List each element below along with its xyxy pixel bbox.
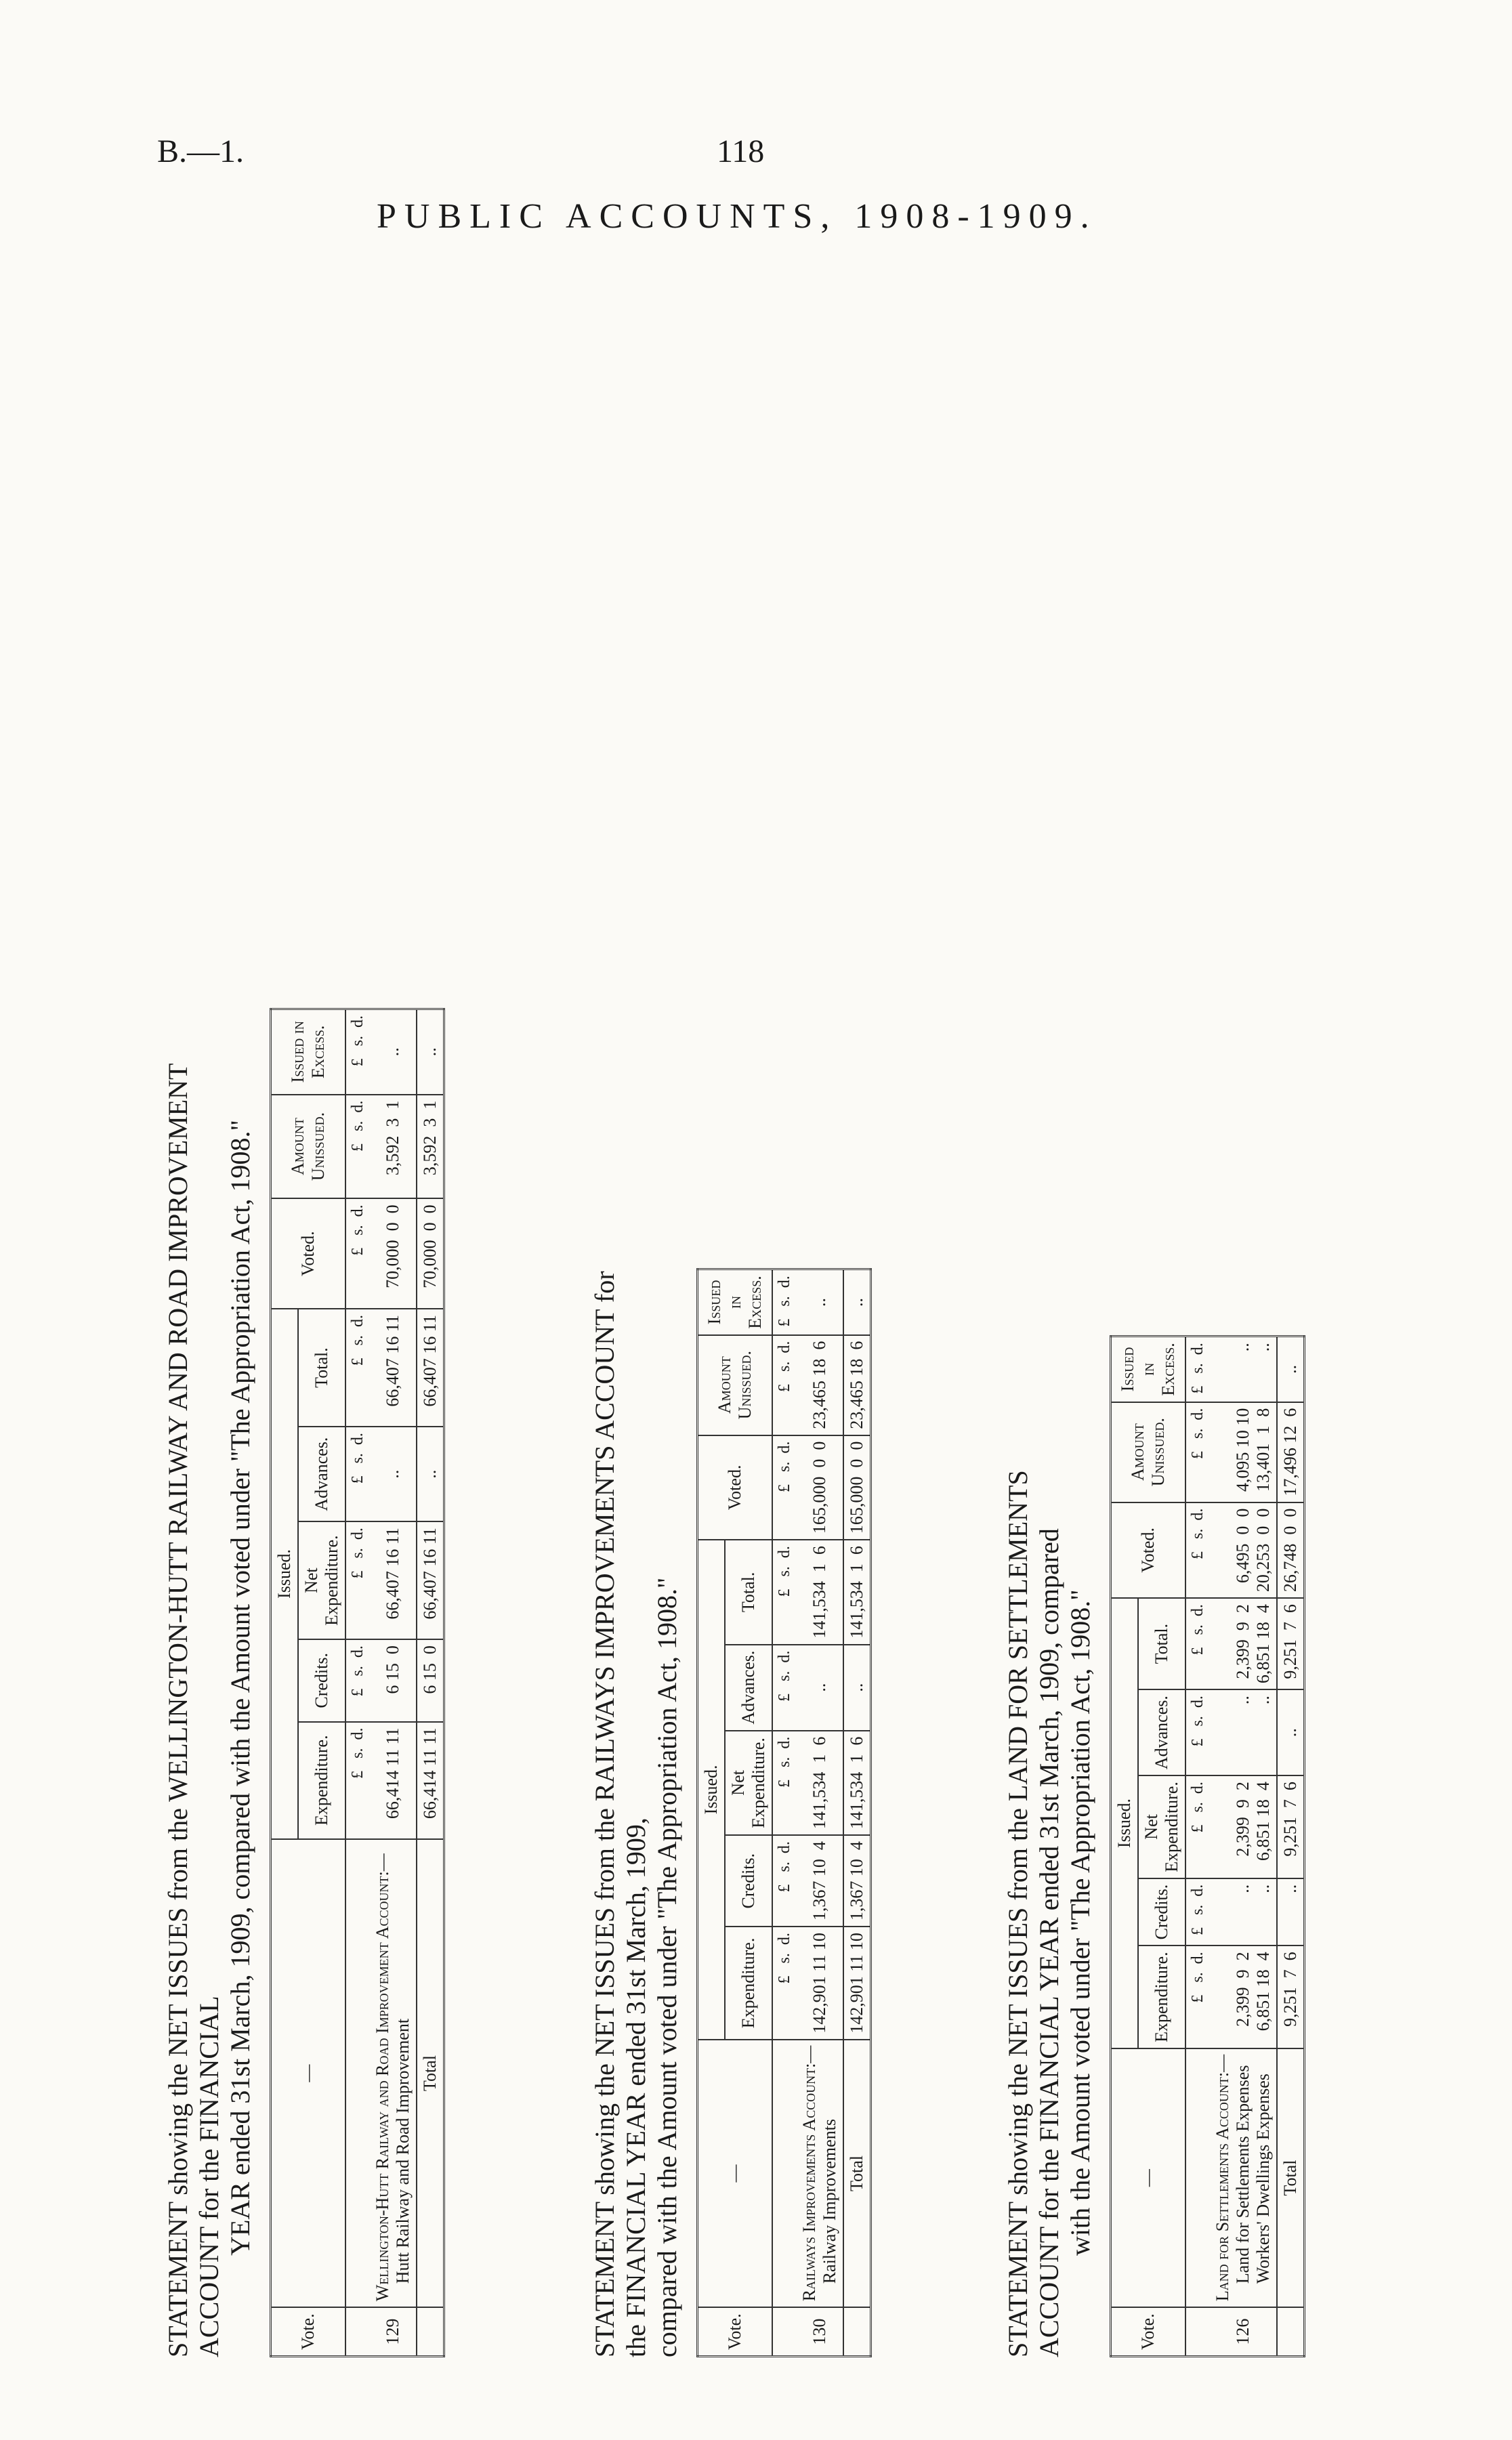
unissued-header: Amount Unissued. xyxy=(271,1095,346,1199)
value: .. xyxy=(1253,1884,1273,1893)
statement-wellington-hutt xyxy=(163,1008,445,2357)
value: .. xyxy=(1233,1884,1253,1893)
voted-cell: 165,000 0 0 xyxy=(797,1435,843,1540)
net-expenditure-cell: 66,407 16 11 xyxy=(370,1521,417,1639)
unit-label: £ s. d. xyxy=(1185,1878,1210,1946)
unissued-header: Amount Unissued. xyxy=(1111,1402,1186,1502)
total-cell xyxy=(1210,1598,1277,1689)
total-header: Total. xyxy=(725,1540,772,1645)
excess-cell: .. xyxy=(1277,1337,1305,1402)
dash-header: — xyxy=(271,1839,346,2307)
net-expenditure-header: Net Expenditure. xyxy=(298,1521,345,1639)
value: 20,253 0 0 xyxy=(1253,1508,1273,1593)
total-label: Total xyxy=(843,2040,871,2308)
credits-cell: 1,367 10 4 xyxy=(797,1835,843,1927)
total-header: Total. xyxy=(1138,1598,1185,1689)
net-expenditure-cell xyxy=(1210,1775,1277,1878)
unit-label: £ s. d. xyxy=(1185,1402,1210,1502)
total-row xyxy=(843,1269,871,2357)
caption-line: STATEMENT showing the NET ISSUES from the WELLINGTON-HUTT RAILWAY AND ROAD IMPROVEMENT ACCOUNT for the FINANCIAL xyxy=(163,1064,224,2357)
credits-cell: 6 15 0 xyxy=(370,1639,417,1721)
voted-cell xyxy=(1210,1502,1277,1599)
excess-cell: .. xyxy=(797,1269,843,1335)
unit-label: £ s. d. xyxy=(772,1927,797,2040)
advances-header: Advances. xyxy=(725,1645,772,1731)
page-number: 118 xyxy=(717,133,765,169)
expenditure-header: Expenditure. xyxy=(298,1722,345,1839)
item-name: Railway Improvements xyxy=(820,2118,839,2284)
value: .. xyxy=(1253,1343,1273,1352)
vote-header: Vote. xyxy=(271,2307,346,2356)
unit-label: £ s. d. xyxy=(345,1639,370,1721)
advances-cell xyxy=(1210,1689,1277,1775)
expenditure-cell xyxy=(1210,1945,1277,2048)
value: 4,095 10 10 xyxy=(1233,1408,1253,1492)
credits-header: Credits. xyxy=(1138,1878,1185,1946)
issued-header: Issued. xyxy=(271,1309,299,1839)
item-name: Workers' Dwellings Expenses xyxy=(1253,2074,1273,2284)
caption-line: STATEMENT showing the NET ISSUES from the LAND FOR SETTLEMENTS ACCOUNT for the FINANCIAL YEAR ended 31st March, 1909, compared xyxy=(1003,1470,1064,2357)
value: 6,851 18 4 xyxy=(1253,1604,1273,1684)
expenditure-header: Expenditure. xyxy=(1138,1945,1185,2048)
excess-header: Issued in Excess. xyxy=(271,1009,346,1095)
total-header: Total. xyxy=(298,1309,345,1427)
net-expenditure-cell: 66,407 16 11 xyxy=(417,1521,444,1639)
advances-cell: .. xyxy=(417,1427,444,1521)
net-expenditure-cell: 141,534 1 6 xyxy=(797,1731,843,1836)
expenditure-cell: 66,414 11 11 xyxy=(417,1722,444,1839)
unit-label: £ s. d. xyxy=(345,1309,370,1427)
value: .. xyxy=(1233,1343,1253,1352)
net-expenditure-header: Net Expenditure. xyxy=(725,1731,772,1836)
expenditure-cell: 9,251 7 6 xyxy=(1277,1945,1305,2048)
value: 6,495 0 0 xyxy=(1233,1508,1253,1584)
value: 2,399 9 2 xyxy=(1233,1782,1253,1857)
vote-header: Vote. xyxy=(1111,2307,1186,2356)
total-label: Total xyxy=(1277,2048,1305,2307)
unit-label: £ s. d. xyxy=(345,1009,370,1095)
unit-label: £ s. d. xyxy=(345,1722,370,1839)
statement-caption xyxy=(163,1008,256,2357)
statement-land-for-settlements xyxy=(1003,1335,1305,2357)
advances-cell: .. xyxy=(797,1645,843,1731)
issued-header: Issued. xyxy=(698,1540,726,2040)
total-label: Total xyxy=(417,1839,444,2307)
net-expenditure-cell: 9,251 7 6 xyxy=(1277,1775,1305,1878)
row-description xyxy=(370,1839,417,2307)
net-expenditure-header: Net Expenditure. xyxy=(1138,1775,1185,1878)
unit-label: £ s. d. xyxy=(772,1835,797,1927)
credits-header: Credits. xyxy=(725,1835,772,1927)
unit-label: £ s. d. xyxy=(772,1645,797,1731)
caption-line: YEAR ended 31st March, 1909, compared with the Amount voted under "The Appropriation Act, 1908." xyxy=(225,1120,255,2256)
table-row xyxy=(1210,1337,1277,2357)
unissued-cell: 3,592 3 1 xyxy=(370,1095,417,1199)
value: .. xyxy=(1233,1696,1253,1705)
excess-cell: .. xyxy=(370,1009,417,1095)
advances-cell: .. xyxy=(843,1645,871,1731)
advances-cell: .. xyxy=(1277,1689,1305,1775)
unit-label: £ s. d. xyxy=(1185,1689,1210,1775)
advances-header: Advances. xyxy=(1138,1689,1185,1775)
unit-label: £ s. d. xyxy=(345,1427,370,1521)
expenditure-cell: 66,414 11 11 xyxy=(370,1722,417,1839)
unit-label: £ s. d. xyxy=(1185,1337,1210,1402)
total-cell: 141,534 1 6 xyxy=(843,1540,871,1645)
table-row xyxy=(370,1009,417,2357)
voted-cell: 70,000 0 0 xyxy=(370,1198,417,1309)
credits-cell: .. xyxy=(1277,1878,1305,1946)
total-cell: 66,407 16 11 xyxy=(370,1309,417,1427)
caption-line: STATEMENT showing the NET ISSUES from the RAILWAYS IMPROVEMENTS ACCOUNT for the FINANCIAL YEAR ended 31st March, 1909, xyxy=(589,1271,651,2357)
credits-cell xyxy=(1210,1878,1277,1946)
vote-header: Vote. xyxy=(698,2307,773,2356)
voted-cell: 26,748 0 0 xyxy=(1277,1502,1305,1599)
statement-railways-improvements xyxy=(589,1268,872,2357)
excess-cell: .. xyxy=(417,1009,444,1095)
expenditure-cell: 142,901 11 10 xyxy=(797,1927,843,2040)
unissued-header: Amount Unissued. xyxy=(698,1335,773,1435)
unissued-cell: 23,465 18 6 xyxy=(843,1335,871,1435)
item-name: Land for Settlements Expenses xyxy=(1233,2065,1253,2284)
net-expenditure-cell: 141,534 1 6 xyxy=(843,1731,871,1836)
unissued-cell: 23,465 18 6 xyxy=(797,1335,843,1435)
vote-number: 126 xyxy=(1210,2307,1277,2356)
unit-label: £ s. d. xyxy=(1185,1598,1210,1689)
caption-line: compared with the Amount voted under "The Appropriation Act, 1908." xyxy=(652,1577,682,2357)
advances-cell: .. xyxy=(370,1427,417,1521)
table-row xyxy=(797,1269,843,2357)
dash-header: — xyxy=(698,2040,773,2308)
excess-cell: .. xyxy=(843,1269,871,1335)
value: 6,851 18 4 xyxy=(1253,1952,1273,2032)
page-code: B.—1. xyxy=(157,133,245,169)
voted-cell: 70,000 0 0 xyxy=(417,1198,444,1309)
item-name: Hutt Railway and Road Improvement xyxy=(393,2018,413,2284)
value: 2,399 9 2 xyxy=(1233,1604,1253,1679)
excess-header: Issued in Excess. xyxy=(698,1269,773,1335)
credits-header: Credits. xyxy=(298,1639,345,1721)
vote-number: 129 xyxy=(370,2307,417,2356)
row-description xyxy=(797,2040,843,2308)
account-name: Wellington-Hutt Railway and Road Improvement Account:— xyxy=(373,1853,392,2302)
caption-line: with the Amount voted under "The Appropriation Act, 1908." xyxy=(1065,1589,1095,2256)
value: 2,399 9 2 xyxy=(1233,1952,1253,2027)
unit-label: £ s. d. xyxy=(772,1540,797,1645)
statement-table xyxy=(1110,1335,1305,2357)
voted-header: Voted. xyxy=(698,1435,773,1540)
unissued-cell: 17,496 12 6 xyxy=(1277,1402,1305,1502)
page-title: PUBLIC ACCOUNTS, 1908-1909. xyxy=(377,197,1097,236)
statement-table xyxy=(270,1008,445,2357)
voted-header: Voted. xyxy=(1111,1502,1186,1599)
unit-label: £ s. d. xyxy=(772,1731,797,1836)
statement-caption xyxy=(1003,1335,1096,2357)
dash-header: — xyxy=(1111,2048,1186,2307)
value: 6,851 18 4 xyxy=(1253,1782,1273,1861)
excess-cell xyxy=(1210,1337,1277,1402)
account-name: Land for Settlements Account:— xyxy=(1213,2054,1232,2302)
unit-label: £ s. d. xyxy=(345,1198,370,1309)
unit-label: £ s. d. xyxy=(345,1521,370,1639)
credits-cell: 6 15 0 xyxy=(417,1639,444,1721)
credits-cell: 1,367 10 4 xyxy=(843,1835,871,1927)
unit-label: £ s. d. xyxy=(1185,1502,1210,1599)
account-name: Railways Improvements Account:— xyxy=(799,2045,819,2302)
voted-cell: 165,000 0 0 xyxy=(843,1435,871,1540)
total-cell: 9,251 7 6 xyxy=(1277,1598,1305,1689)
statement-table xyxy=(696,1268,872,2357)
total-row xyxy=(1277,1337,1305,2357)
unit-label: £ s. d. xyxy=(345,1095,370,1199)
total-row xyxy=(417,1009,444,2357)
unissued-cell xyxy=(1210,1402,1277,1502)
unit-label: £ s. d. xyxy=(1185,1775,1210,1878)
unissued-cell: 3,592 3 1 xyxy=(417,1095,444,1199)
unit-label: £ s. d. xyxy=(772,1335,797,1435)
voted-header: Voted. xyxy=(271,1198,346,1309)
unit-label: £ s. d. xyxy=(772,1435,797,1540)
row-description xyxy=(1210,2048,1277,2307)
total-cell: 141,534 1 6 xyxy=(797,1540,843,1645)
total-cell: 66,407 16 11 xyxy=(417,1309,444,1427)
advances-header: Advances. xyxy=(298,1427,345,1521)
excess-header: Issued in Excess. xyxy=(1111,1337,1186,1402)
issued-header: Issued. xyxy=(1111,1598,1139,2048)
expenditure-cell: 142,901 11 10 xyxy=(843,1927,871,2040)
expenditure-header: Expenditure. xyxy=(725,1927,772,2040)
statement-caption xyxy=(589,1268,683,2357)
vote-number: 130 xyxy=(797,2307,843,2356)
value: .. xyxy=(1253,1696,1273,1705)
unit-label: £ s. d. xyxy=(1185,1945,1210,2048)
unit-label: £ s. d. xyxy=(772,1269,797,1335)
value: 13,401 1 8 xyxy=(1253,1408,1273,1492)
